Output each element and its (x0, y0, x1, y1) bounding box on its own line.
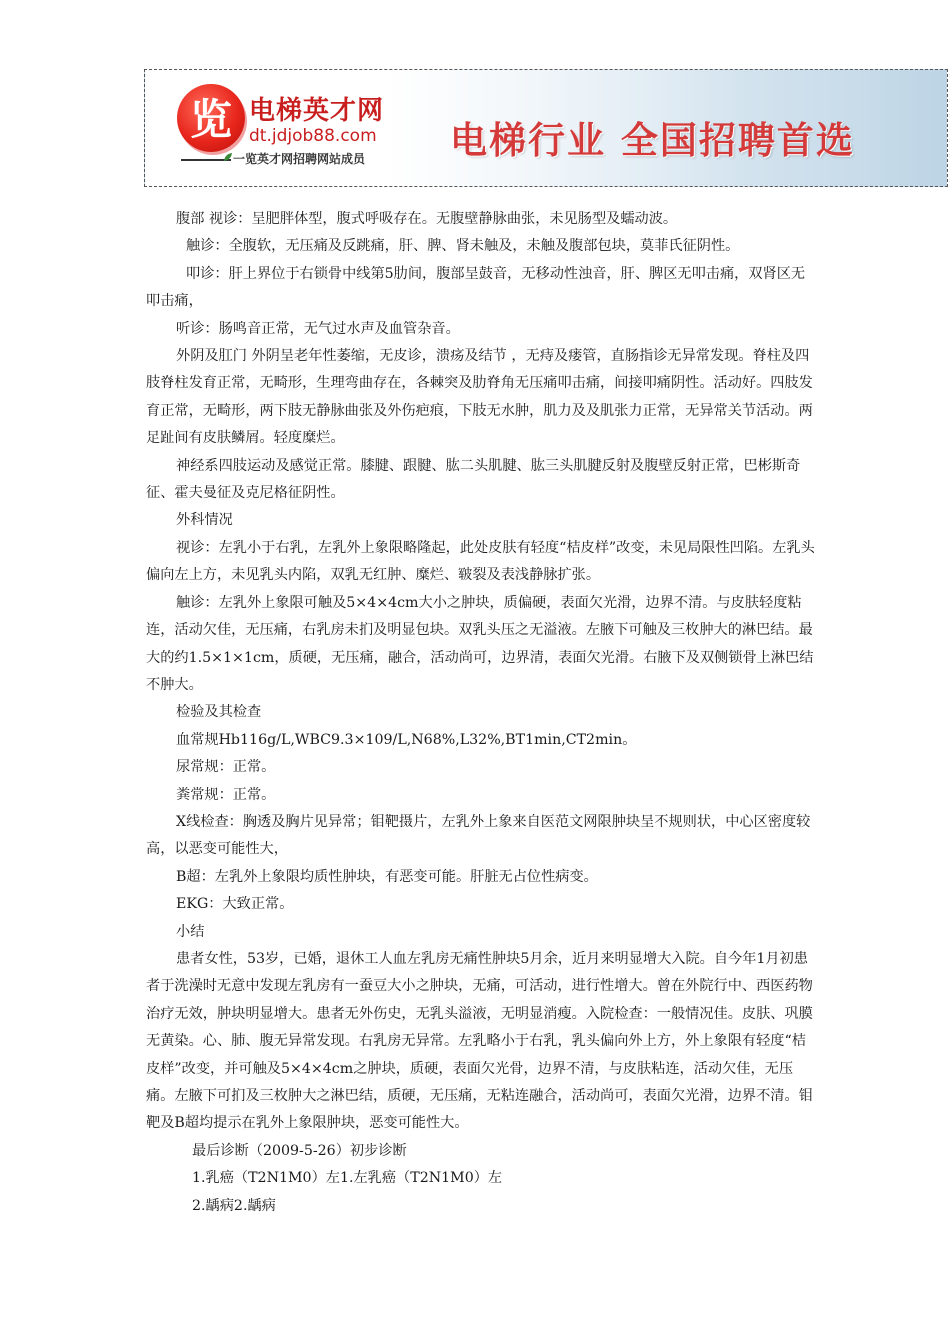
section-heading: 外科情况 (176, 512, 233, 529)
paragraph: 2.龋病2.龋病 (192, 1197, 276, 1214)
paragraph: 1.乳癌（T2N1M0）左1.左乳癌（T2N1M0）左 (192, 1170, 503, 1187)
logo-url[interactable]: dt.jdjob88.com (249, 126, 377, 146)
paragraph: EKG：大致正常。 (176, 896, 294, 913)
paragraph: 视诊：左乳小于右乳，左乳外上象限略隆起，此处皮肤有轻度“桔皮样”改变，未见局限性凹陷。左乳头偏向左上方，未见乳头内陷，双乳无红肿、糜烂、皲裂及表浅静脉扩张。 (146, 539, 815, 584)
paragraph: 患者女性，53岁，已婚，退休工人血左乳房无痛性肿块5月余，近月来明显增大入院。自今年1月初患者于洗澡时无意中发现左乳房有一蚕豆大小之肿块，无痛，可活动，进行性增大。曾在外院行中、西医药物治疗无效，肿块明显增大。患者无外伤史，无乳头溢液，无明显消瘦。入院检查：一般情况佳。皮肤、巩膜无黄染。心、肺、腹无异常发现。右乳房无异常。左乳略小于右乳，乳头偏向外上方，外上象限有轻度“桔皮样”改变，并可触及5×4×4cm之肿块，质硬，表面欠光骨，边界不清，与皮肤粘连，活动欠佳，无压痛。左腋下可扪及三枚肿大之淋巴结，质硬，无压痛，无粘连融合，活动尚可，表面欠光滑，边界不清。钼靶及B超均提示在乳外上象限肿块，恶变可能性大。 (146, 950, 813, 1132)
paragraph: 触诊：全腹软，无压痛及反跳痛，肝、脾、肾未触及，未触及腹部包块，莫菲氏征阴性。 (186, 238, 740, 255)
banner-slogan: 电梯行业 全国招聘首选 (450, 119, 855, 162)
section-heading: 检验及其检查 (176, 704, 262, 721)
leaf-icon (223, 152, 233, 162)
paragraph: 听诊：肠鸣音正常，无气过水声及血管杂音。 (176, 320, 460, 337)
paragraph: X线检查：胸透及胸片见异常；钼靶摄片，左乳外上象来自医范文网限肿块呈不规则状，中心区密度较高，以恶变可能性大， (146, 813, 811, 858)
paragraph: 血常规Hb116g/L,WBC9.3×109/L,N68%,L32%,BT1min,CT2min。 (176, 731, 637, 748)
header-banner (144, 69, 948, 187)
paragraph: 粪常规：正常。 (176, 786, 276, 803)
paragraph: 尿常规：正常。 (176, 759, 276, 776)
section-heading: 小结 (176, 923, 205, 940)
document-body (146, 206, 818, 1220)
paragraph: B超：左乳外上象限均质性肿块，有恶变可能。肝脏无占位性病变。 (176, 868, 598, 885)
logo-tagline: 一览英才网招聘网站成员 (233, 152, 366, 166)
paragraph: 触诊：左乳外上象限可触及5×4×4cm大小之肿块，质偏硬，表面欠光滑，边界不清。与皮肤轻度粘连，活动欠佳，无压痛，右乳房未扪及明显包块。双乳头压之无溢液。左腋下可触及三枚肿大的淋巴结。最大的约1.5×1×1cm，质硬，无压痛，融合，活动尚可，边界清，表面欠光滑。右腋下及双侧锁骨上淋巴结不肿大。 (146, 594, 814, 693)
paragraph: 腹部 视诊：呈肥胖体型，腹式呼吸存在。无腹壁静脉曲张，未见肠型及蠕动波。 (176, 211, 678, 227)
paragraph: 最后诊断（2009-5-26）初步诊断 (192, 1142, 407, 1159)
logo-title: 电梯英才网 (249, 96, 385, 126)
paragraph: 叩诊：肝上界位于右锁骨中线第5肋间，腹部呈鼓音，无移动性浊音，肝、脾区无叩击痛，双肾区无叩击痛， (146, 265, 806, 310)
logo-mark: 览 (189, 95, 232, 144)
paragraph: 神经系四肢运动及感觉正常。膝腱、跟腱、肱二头肌腱、肱三头肌腱反射及腹壁反射正常，巴彬斯奇征、霍夫曼征及克尼格征阴性。 (146, 457, 801, 502)
paragraph: 外阴及肛门 外阴呈老年性萎缩，无皮诊，溃疡及结节 ，无痔及瘘管，直肠指诊无异常发现。脊柱及四肢脊柱发育正常，无畸形，生理弯曲存在，各棘突及肋脊角无压痛叩击痛，间接叩痛阴性。活动好。四肢发育正常，无畸形，两下肢无静脉曲张及外伤疤痕，下肢无水肿，肌力及及肌张力正常，无异常关节活动。两足趾间有皮肤鳞屑。轻度糜烂。 (146, 348, 813, 447)
